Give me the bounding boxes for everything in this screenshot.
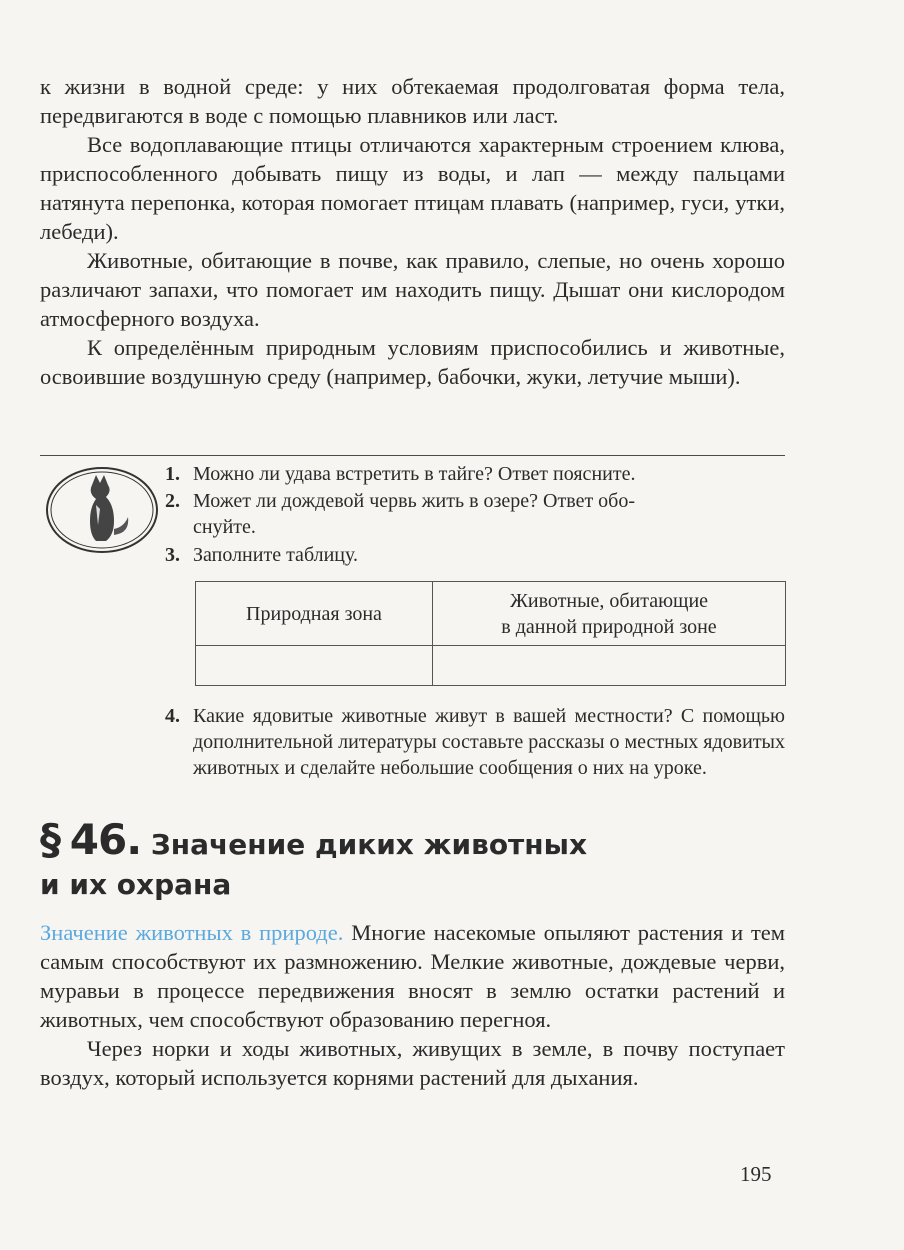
bottom-text [40, 918, 785, 1092]
fox-icon [44, 465, 160, 555]
paragraph: Через норки и ходы животных, живущих в земле, в почву поступает воздух, который используется корнями растений для дыхания. [40, 1036, 785, 1090]
question-3: 3. Заполните таблицу. [165, 544, 358, 566]
section-number: 46. [69, 815, 142, 864]
paragraph: К определённым природным условиям приспособились и животные, освоившие воздушную среду (например, бабочки, жуки, летучие мыши). [40, 335, 785, 389]
section-title-line1: Значение диких животных [150, 828, 588, 861]
question-1: 1. Можно ли удава встретить в тайге? Ответ поясните. [165, 463, 636, 485]
fill-in-table [195, 581, 786, 686]
table-header-animals: Животные, обитающие в данной природной зоне [433, 582, 786, 646]
question-4: 4. Какие ядовитые животные живут в вашей местности? С помощью дополнительной литературы составьте рассказы о местных ядовитых животных и сделайте небольшие сообщения о них на уроке. [165, 705, 785, 779]
top-text [40, 72, 785, 391]
section-divider [40, 455, 785, 456]
table-cell-empty [196, 646, 433, 686]
table-cell-empty [433, 646, 786, 686]
section-heading [40, 815, 800, 905]
section-symbol: § [40, 815, 60, 864]
question-2: 2. Может ли дождевой червь жить в озере? Ответ обо- снуйте. [165, 490, 636, 538]
paragraph: Все водоплавающие птицы отличаются характерным строением клюва, приспособленного добывать пищу из воды, и лап — между пальцами натянута перепонка, которая помогает птицам плавать (например, гуси, утки, лебеди). [40, 132, 785, 244]
section-title-line2: и их охрана [40, 868, 232, 901]
page-number: 195 [740, 1162, 772, 1186]
paragraph: Многие насекомые опыляют растения и тем самым способствуют их размножению. Мелкие животные, дождевые черви, муравьи в процессе передвижения вносят в землю остатки растений и животных, чем способствуют образованию перегноя. [40, 920, 786, 1032]
paragraph: Животные, обитающие в почве, как правило, слепые, но очень хорошо различают запахи, что помогает им находить пищу. Дышат они кислородом атмосферного воздуха. [40, 248, 785, 331]
paragraph: к жизни в водной среде: у них обтекаемая продолговатая форма тела, передвигаются в воде с помощью плавников или ласт. [40, 74, 785, 128]
table-header-zone: Природная зона [196, 582, 433, 646]
subheading: Значение животных в природе. [40, 920, 344, 945]
